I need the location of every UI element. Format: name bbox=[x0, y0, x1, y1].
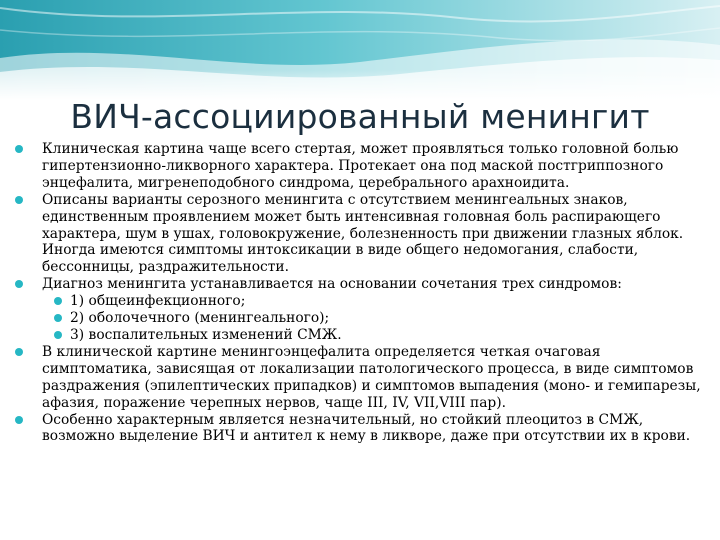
sub-bullet-text: 1) общеинфекционного; bbox=[70, 293, 246, 310]
bullet-text: Клиническая картина чаще всего стертая, может проявляться только головной болью гипертензионно-ликворного характера. Протекает она под маской постгриппозного энцефалита, мигренеподобного синдрома, церебрального арахноидита. bbox=[42, 141, 679, 191]
bullet-text: Описаны варианты серозного менингита с отсутствием менингеальных знаков, единственным проявлением может быть интенсивная головная боль распирающего характера, шум в ушах, головокружение, болезненность при движении глазных яблок. Иногда имеются симптомы интоксикации в виде общего недомогания, слабости, бессонницы, раздражительности. bbox=[42, 191, 684, 276]
slide-body bbox=[0, 141, 712, 445]
bullet-item bbox=[0, 141, 712, 192]
bullet-dot-icon bbox=[15, 280, 23, 288]
bullet-dot-icon bbox=[15, 416, 23, 424]
header-wave-decoration bbox=[0, 0, 720, 100]
sub-bullet-item bbox=[0, 310, 712, 327]
bullet-text: Особенно характерным является незначительный, но стойкий плеоцитоз в СМЖ, возможно выделение ВИЧ и антител к нему в ликворе, даже при отсутствии их в крови. bbox=[42, 411, 691, 445]
slide-title: ВИЧ-ассоциированный менингит bbox=[70, 97, 650, 136]
bullet-dot-icon bbox=[15, 348, 23, 356]
sub-bullet-text: 3) воспалительных изменений СМЖ. bbox=[70, 326, 342, 343]
bullet-item bbox=[0, 192, 712, 277]
bullet-item bbox=[0, 412, 712, 446]
bullet-dot-icon bbox=[54, 297, 62, 305]
bullet-dot-icon bbox=[15, 145, 23, 153]
sub-bullet-item bbox=[0, 327, 712, 344]
sub-bullet-item bbox=[0, 293, 712, 310]
sub-bullet-text: 2) оболочечного (менингеального); bbox=[70, 310, 330, 327]
bullet-text: В клинической картине менингоэнцефалита определяется четкая очаговая симптоматика, зависящая от локализации патологического процесса, в виде симптомов раздражения (эпилептических припадков) и симптомов выпадения (моно- и гемипарезы, афазия, поражение черепных нервов, чаще III, IV, VII,VIII пар). bbox=[42, 343, 701, 411]
bullet-dot-icon bbox=[54, 331, 62, 339]
bullet-item bbox=[0, 344, 712, 412]
bullet-dot-icon bbox=[54, 314, 62, 322]
bullet-dot-icon bbox=[15, 196, 23, 204]
bullet-text: Диагноз менингита устанавливается на основании сочетания трех синдромов: bbox=[42, 276, 622, 293]
bullet-item bbox=[0, 276, 712, 293]
